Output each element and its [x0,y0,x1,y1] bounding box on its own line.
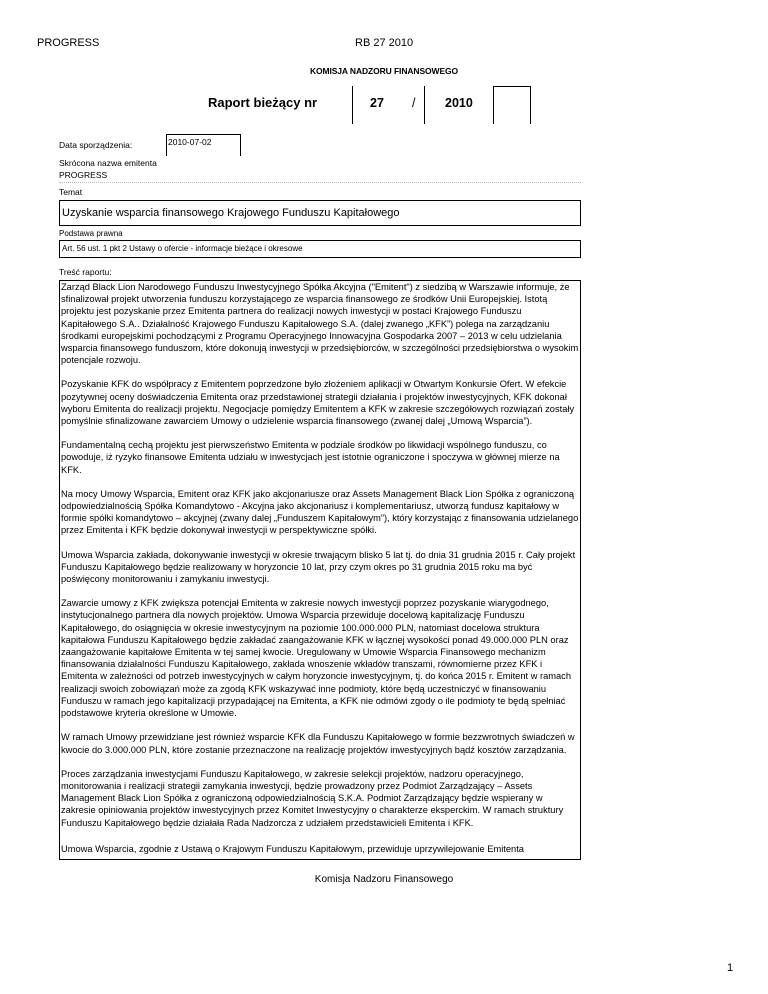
date-field [166,134,241,156]
header-left: PROGRESS [37,37,100,49]
date-label: Data sporządzenia: [59,140,133,150]
raport-divider [424,86,425,124]
raport-divider [352,86,353,124]
temat-label: Temat [59,187,83,197]
temat-field [59,200,581,226]
raport-divider [493,86,494,124]
tresc-paragraph: Zawarcie umowy z KFK zwiększa potencjał Emitenta w zakresie nowych inwestycji poprzez pozyskanie wiarygodnego, instytucjonalnego partnera dla nowych projektów. Umowa Wsparcia przewiduje docelową kapitalizację Funduszu Kapitałowego, do osiągnięcia w okresie inwestycyjnym na poziomie 100.000.000 PLN, natomiast docelowa struktura kapitałowa Funduszu Kapitałowego będzie zakładać zaangażowanie KFK w łącznej wysokości ponad 49.000.000 PLN oraz zaangażowanie kapitałowe Emitenta w tej samej kwocie. Uregulowany w Umowie Wsparcia Finansowego mechanizm finansowania działalności Funduszu Kapitałowego, zakłada wnoszenie wkładów transzami, równomierne przez KFK i Emitenta w zależności od potrzeb inwestycyjnych w całym horyzoncie inwestycyjnym, tj. do końca 2015 r. Emitent w ramach realizacji swoich zobowiązań może za zgodą KFK wskazywać inne podmioty, które będą uczestniczyć w finansowaniu Funduszu w ramach jego kapitalizacji przypadającej na Emitenta, a KFK nie odmówi zgody o ile podmioty te będą spełniać podstawowe kryteria określone w Umowie. [61,598,571,719]
issuer-divider [59,182,581,183]
tresc-paragraph: Na mocy Umowy Wsparcia, Emitent oraz KFK jako akcjonariusze oraz Assets Management Black Lion Spółka z ograniczoną odpowiedzialnością Spółka Komandytowo - Akcyjna jako akcjonariusz i komplementariusz, utworzą fundusz kapitałowy w formie spółki komandytowo – akcyjnej (zwany dalej „Funduszem Kapitałowym”), który korzystając z finansowania udzielanego przez Emitenta i KFK będzie dokonywał inwestycji w perspektywiczne spółki. [61,488,579,536]
raport-divider [493,86,531,87]
raport-label: Raport bieżący nr [208,95,318,110]
tresc-paragraph: Proces zarządzania inwestycjami Funduszu Kapitałowego, w zakresie selekcji projektów, nadzoru operacyjnego, monitorowania i realizacji strategii zamykania inwestycji, będzie prowadzony przez Podmiot Zarządzający – Assets Management Black Lion Spółka z ograniczoną odpowiedzialnością S.K.A. Podmiot Zarządzający będzie wspierany w zakresie opiniowania projektów inwestycyjnych przez Komitet Inwestycyjny o charakterze eksperckim. W ramach struktury Funduszu Kapitałowego będzie działała Rada Nadzorcza z udziałem przedstawicieli Emitenta i KFK. [61,768,564,828]
raport-divider [530,86,531,124]
issuer-label: Skrócona nazwa emitenta [59,158,157,168]
page-number: 1 [727,962,734,974]
date-value: 2010-07-02 [168,137,212,147]
tresc-paragraph: Pozyskanie KFK do współpracy z Emitentem poprzedzone było złożeniem aplikacji w Otwartym Konkursie Ofert. W efekcie pozytywnej oceny doświadczenia Emitenta oraz przedstawionej strategii działania i projektów inwestycyjnych, KFK dokonał wyboru Emitenta do realizacji projektu. Negocjacje pomiędzy Emitentem a KFK w zakresie szczegółowych rozwiązań zostały pomyślnie sfinalizowane zawarciem Umowy o udzielenie wsparcia finansowego (zwanej dalej „Umową Wsparcia”). [61,379,575,427]
tresc-paragraph: Fundamentalną cechą projektu jest pierwszeństwo Emitenta w podziale środków po likwidacji wspólnego funduszu, co powoduje, iż ryzyko finansowe Emitenta udziału w inwestycjach jest istotnie ograniczone i spoczywa w głównej mierze na KFK. [61,440,560,475]
raport-number: 27 [370,96,384,110]
tresc-paragraph: Umowa Wsparcia, zgodnie z Ustawą o Krajowym Funduszu Kapitałowym, przewiduje uprzywilejowanie Emitenta [61,843,524,854]
raport-year: 2010 [445,96,473,110]
header-center: RB 27 2010 [355,37,414,49]
podstawa-value: Art. 56 ust. 1 pkt 2 Ustawy o ofercie - informacje bieżące i okresowe [62,244,303,253]
tresc-paragraph: W ramach Umowy przewidziane jest również wsparcie KFK dla Funduszu Kapitałowego w formie bezzwrotnych świadczeń w kwocie do 3.000.000 PLN, które zostanie przeznaczone na realizację projektów inwestycyjnych bądź kosztów zarządzania. [61,732,575,755]
komisja-title: KOMISJA NADZORU FINANSOWEGO [309,66,459,76]
temat-value: Uzyskanie wsparcia finansowego Krajowego Funduszu Kapitałowego [62,207,400,219]
raport-separator: / [412,96,416,110]
tresc-paragraph: Zarząd Black Lion Narodowego Funduszu Inwestycyjnego Spółka Akcyjna ("Emitent") z siedzibą w Warszawie informuje, że sfinalizował projekt utworzenia funduszu korzystającego ze wsparcia finansowego ze środków Unii Europejskiej. Istotą projektu jest pozyskanie przez Emitenta partnera do realizacji nowych inwestycji w postaci Krajowego Funduszu Kapitałowego S.A.. Działalność Krajowego Funduszu Kapitałowego S.A. (dalej zwanego „KFK”) polega na zarządzaniu środkami europejskimi pochodzącymi z Programu Operacyjnego Innowacyjna Gospodarka 2007 – 2013 w celu udzielania wsparcia finansowego funduszom, które dokonują inwestycji w przedsiębiorców, w szczególności przedsiębiorstwa o wysokim potencjale rozwoju. [61,282,579,366]
tresc-paragraph: Umowa Wsparcia zakłada, dokonywanie inwestycji w okresie trwającym blisko 5 lat tj. do dnia 31 grudnia 2015 r. Cały projekt Funduszu Kapitałowego będzie realizowany w horyzoncie 10 lat, przy czym okres po 31 grudnia 2015 roku ma być poświęcony monitorowaniu i zamykaniu inwestycji. [61,549,576,585]
podstawa-field [59,240,581,258]
podstawa-label: Podstawa prawna [59,229,123,238]
tresc-content [59,280,581,860]
tresc-label: Treść raportu: [59,267,112,277]
issuer-value: PROGRESS [59,170,108,180]
footer: Komisja Nadzoru Finansowego [314,874,454,885]
